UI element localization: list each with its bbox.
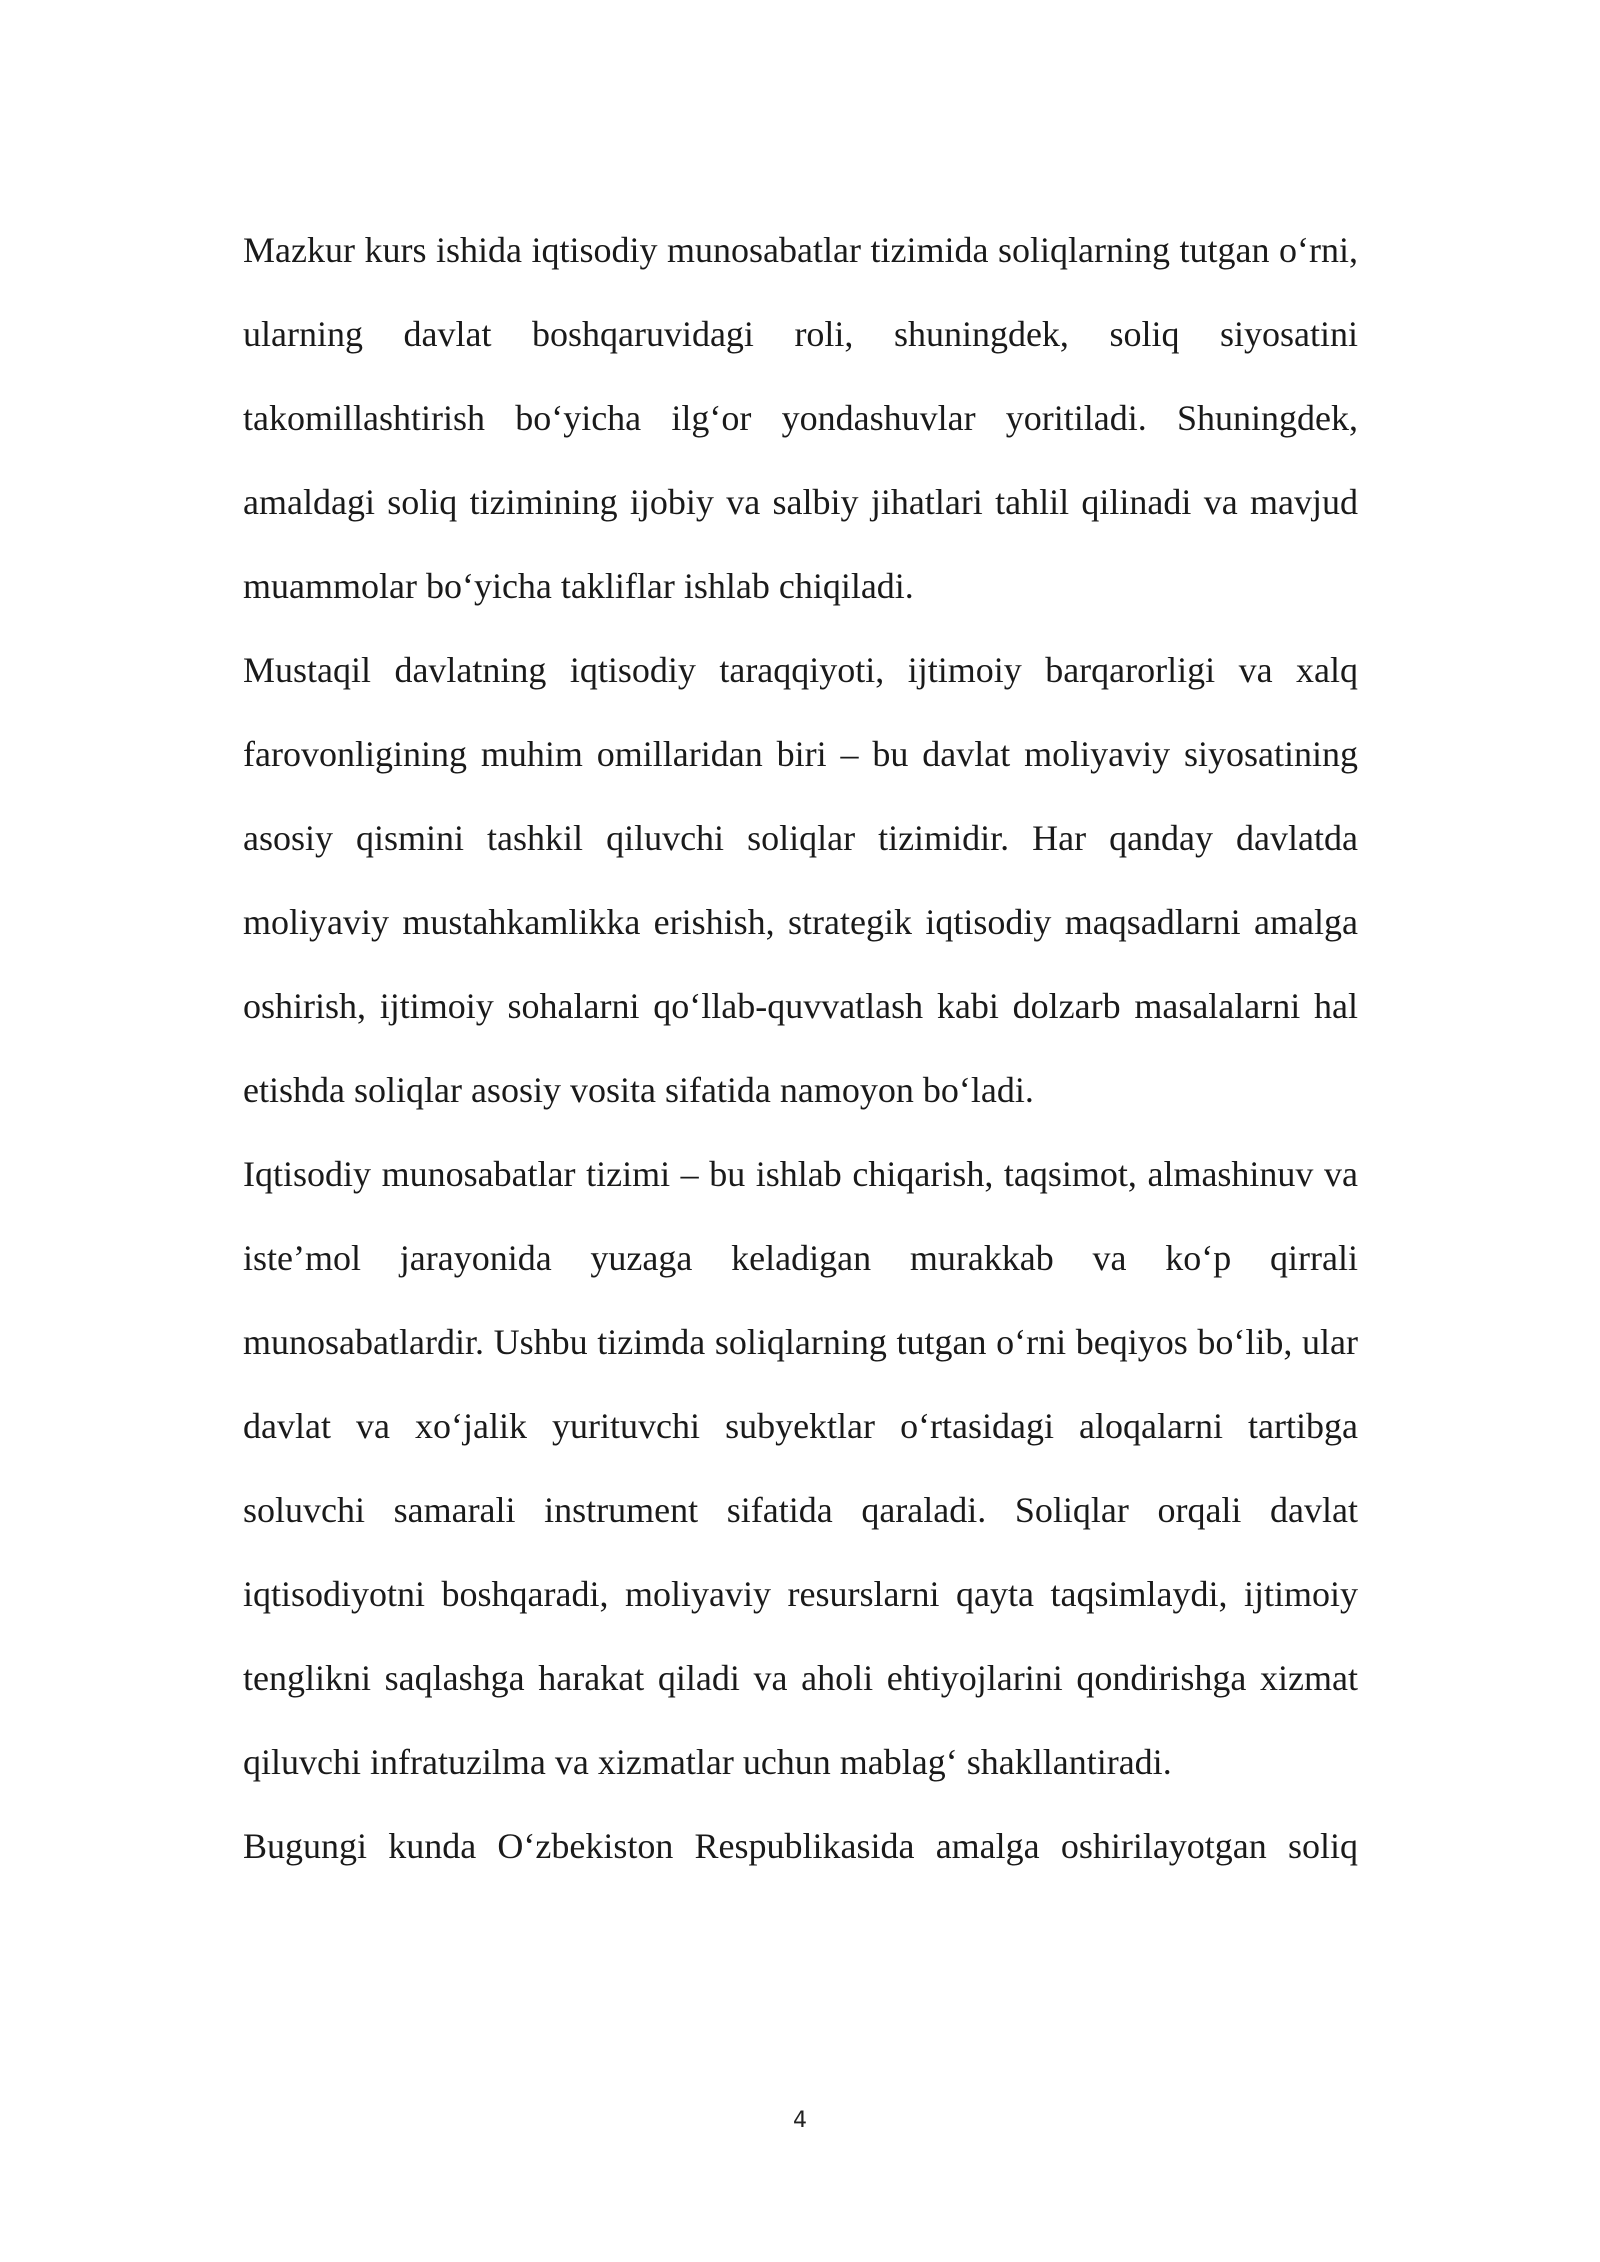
paragraph-3: Iqtisodiy munosabatlar tizimi – bu ishlab chiqarish, taqsimot, almashinuv va iste’mol jarayonida yuzaga keladigan murakkab va ko‘p qirrali munosabatlardir. Ushbu tizimda soliqlarning tutgan o‘rni beqiyos bo‘lib, ular davlat va xo‘jalik yurituvchi subyektlar o‘rtasidagi aloqalarni tartibga soluvchi samarali instrument sifatida qaraladi. Soliqlar orqali davlat iqtisodiyotni boshqaradi, moliyaviy resurslarni qayta taqsimlaydi, ijtimoiy tenglikni saqlashga harakat qiladi va aholi ehtiyojlarini qondirishga xizmat qiluvchi infratuzilma va xizmatlar uchun mablag‘ shakllantiradi. [243,1154,1358,1782]
body-text [243,208,1358,1888]
paragraph-4: Bugungi kunda O‘zbekiston Respublikasida amalga oshirilayotgan soliq [243,1826,1358,1866]
paragraph-2: Mustaqil davlatning iqtisodiy taraqqiyoti, ijtimoiy barqarorligi va xalq farovonligining muhim omillaridan biri – bu davlat moliyaviy siyosatining asosiy qismini tashkil qiluvchi soliqlar tizimidir. Har qanday davlatda moliyaviy mustahkamlikka erishish, strategik iqtisodiy maqsadlarni amalga oshirish, ijtimoiy sohalarni qo‘llab-quvvatlash kabi dolzarb masalalarni hal etishda soliqlar asosiy vosita sifatida namoyon bo‘ladi. [243,650,1358,1110]
page-number: 4 [793,2108,807,2133]
paragraph-1: Mazkur kurs ishida iqtisodiy munosabatlar tizimida soliqlarning tutgan o‘rni, ularning davlat boshqaruvidagi roli, shuningdek, soliq siyosatini takomillashtirish bo‘yicha ilg‘or yondashuvlar yoritiladi. Shuningdek, amaldagi soliq tizimining ijobiy va salbiy jihatlari tahlil qilinadi va mavjud muammolar bo‘yicha takliflar ishlab chiqiladi. [243,230,1358,606]
